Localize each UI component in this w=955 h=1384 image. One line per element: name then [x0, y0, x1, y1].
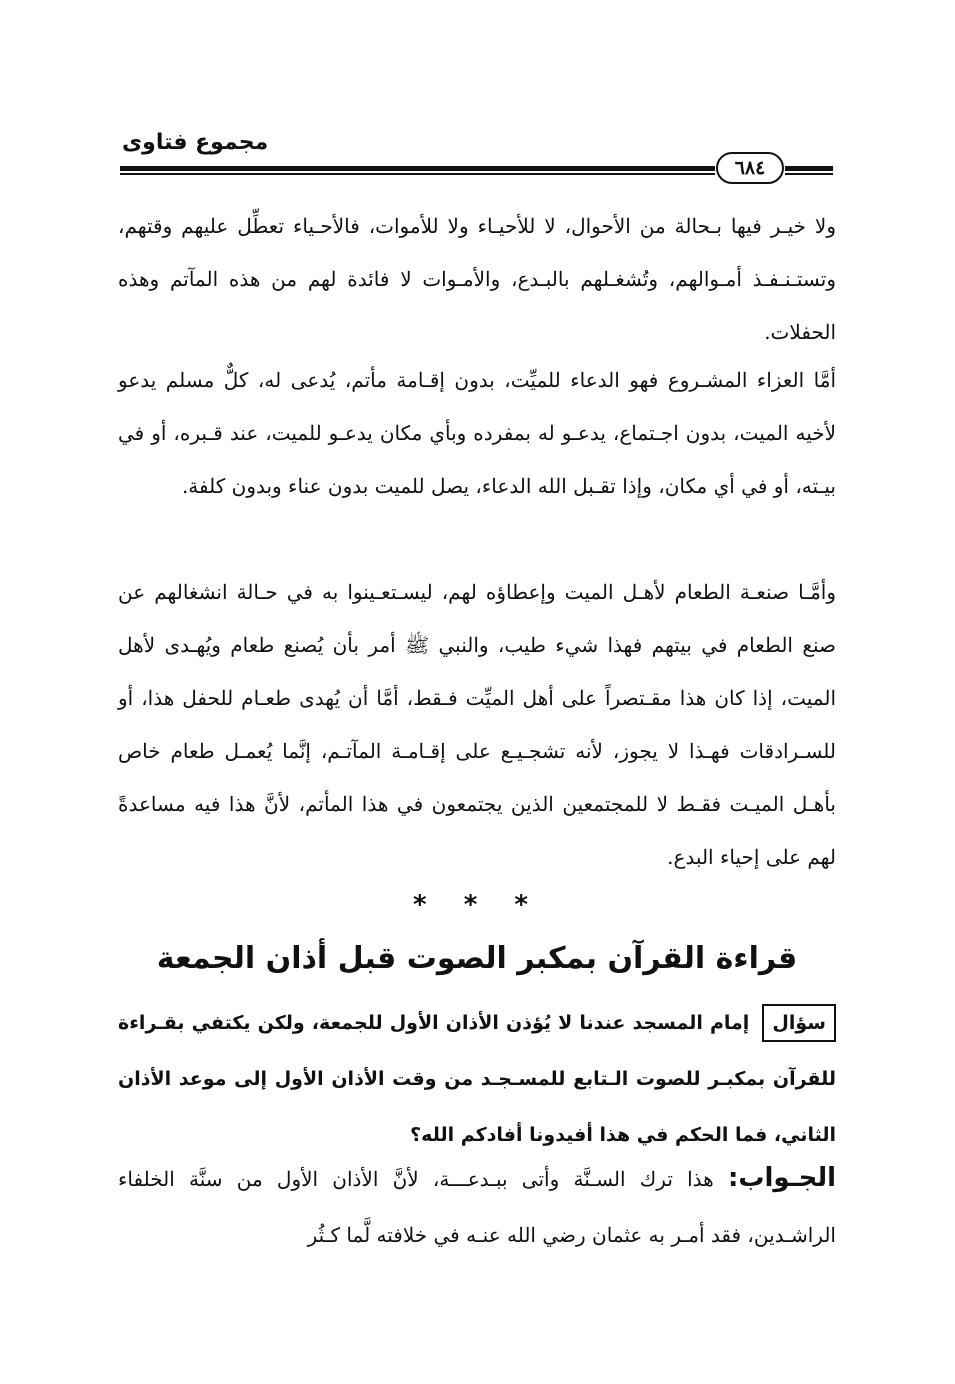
- paragraph-1: [118, 200, 836, 359]
- paragraph-text: أمَّا العزاء المشـروع فهو الدعاء للميِّت، بدون إقـامة مأتم، يُدعى له، كلٌّ مسلم يدعو لأخيه الميت، بدون اجـتماع، يدعـو له بمفرده وبأي مكان يدعـو للميت، عند قـبره، أو في بيـته، أو في أي مكان، وإذا تقـبل الله الدعاء، يصل للميت بدون عناء وبدون كلفة.: [118, 368, 837, 498]
- answer-block: [118, 1150, 836, 1263]
- answer-label: الجـواب:: [727, 1163, 836, 1193]
- page-number: ٦٨٤: [716, 152, 784, 184]
- header-rule-thick: [120, 166, 715, 171]
- header-rule-right-thick: [785, 166, 833, 171]
- section-heading: قراءة القرآن بمكبر الصوت قبل أذان الجمعة: [156, 941, 798, 976]
- answer-text: هذا ترك السـنَّة وأتى ببـدعـــة، لأنَّ الأذان الأول من سنَّة الخلفاء الراشـدين، فقد أمـر به عثمان رضي الله عنـه في خلافته لَّما كـثُر: [118, 1167, 836, 1247]
- paragraph-2: [118, 354, 836, 513]
- book-title: مجموع فتاوى: [122, 130, 269, 155]
- header-rule-right-thin: [785, 173, 833, 175]
- paragraph-3: [118, 566, 836, 884]
- section-separator: * * *: [413, 890, 542, 920]
- question-text: إمام المسجد عندنا لا يُؤذن الأذان الأول للجمعة، ولكن يكتفي بقـراءة للقرآن بمكبـر للصوت الـتابع للمسـجـد من وقت الأذان الأول إلى موعد الأذان الثاني، فما الحكم في هذا أفيدونا أفادكم الله؟: [118, 1012, 836, 1146]
- paragraph-text: ولا خيـر فيها بـحالة من الأحوال، لا للأحيـاء ولا للأموات، فالأحـياء تعطِّل عليهم وقتهم، وتستـنـفـذ أمـوالهم، وتُشغـلهم بالبـدع، والأمـوات لا فائدة لهم من هذه المآتم وهذه الحفلات.: [118, 214, 836, 344]
- header-rule-thin: [120, 173, 715, 175]
- paragraph-text: وأمَّـا صنعـة الطعام لأهـل الميت وإعطاؤه لهم، ليسـتعـينوا به في حـالة انشغالهم عن صنع الطعام في بيتهم فهذا شيء طيب، والنبي ﷺ أمر بأن يُصنع طعام ويُهـدى لأهل الميت، إذا كان هذا مقـتصراً على أهل الميِّت فـقط، أمَّا أن يُهدى طعـام للحفل هذا، أو للسـرادقات فهـذا لا يجوز، لأنه تشجـيـع على إقـامـة المآتـم، إنَّما يُعمـل طعام خاص بأهـل الميـت فقـط لا للمجتمعين الذين يجتمعون في هذا المأتم، لأنَّ هذا فيه مساعدةً لهم على إحياء البدع.: [118, 580, 836, 869]
- question-block: [118, 995, 836, 1163]
- question-label: سؤال: [762, 1004, 836, 1042]
